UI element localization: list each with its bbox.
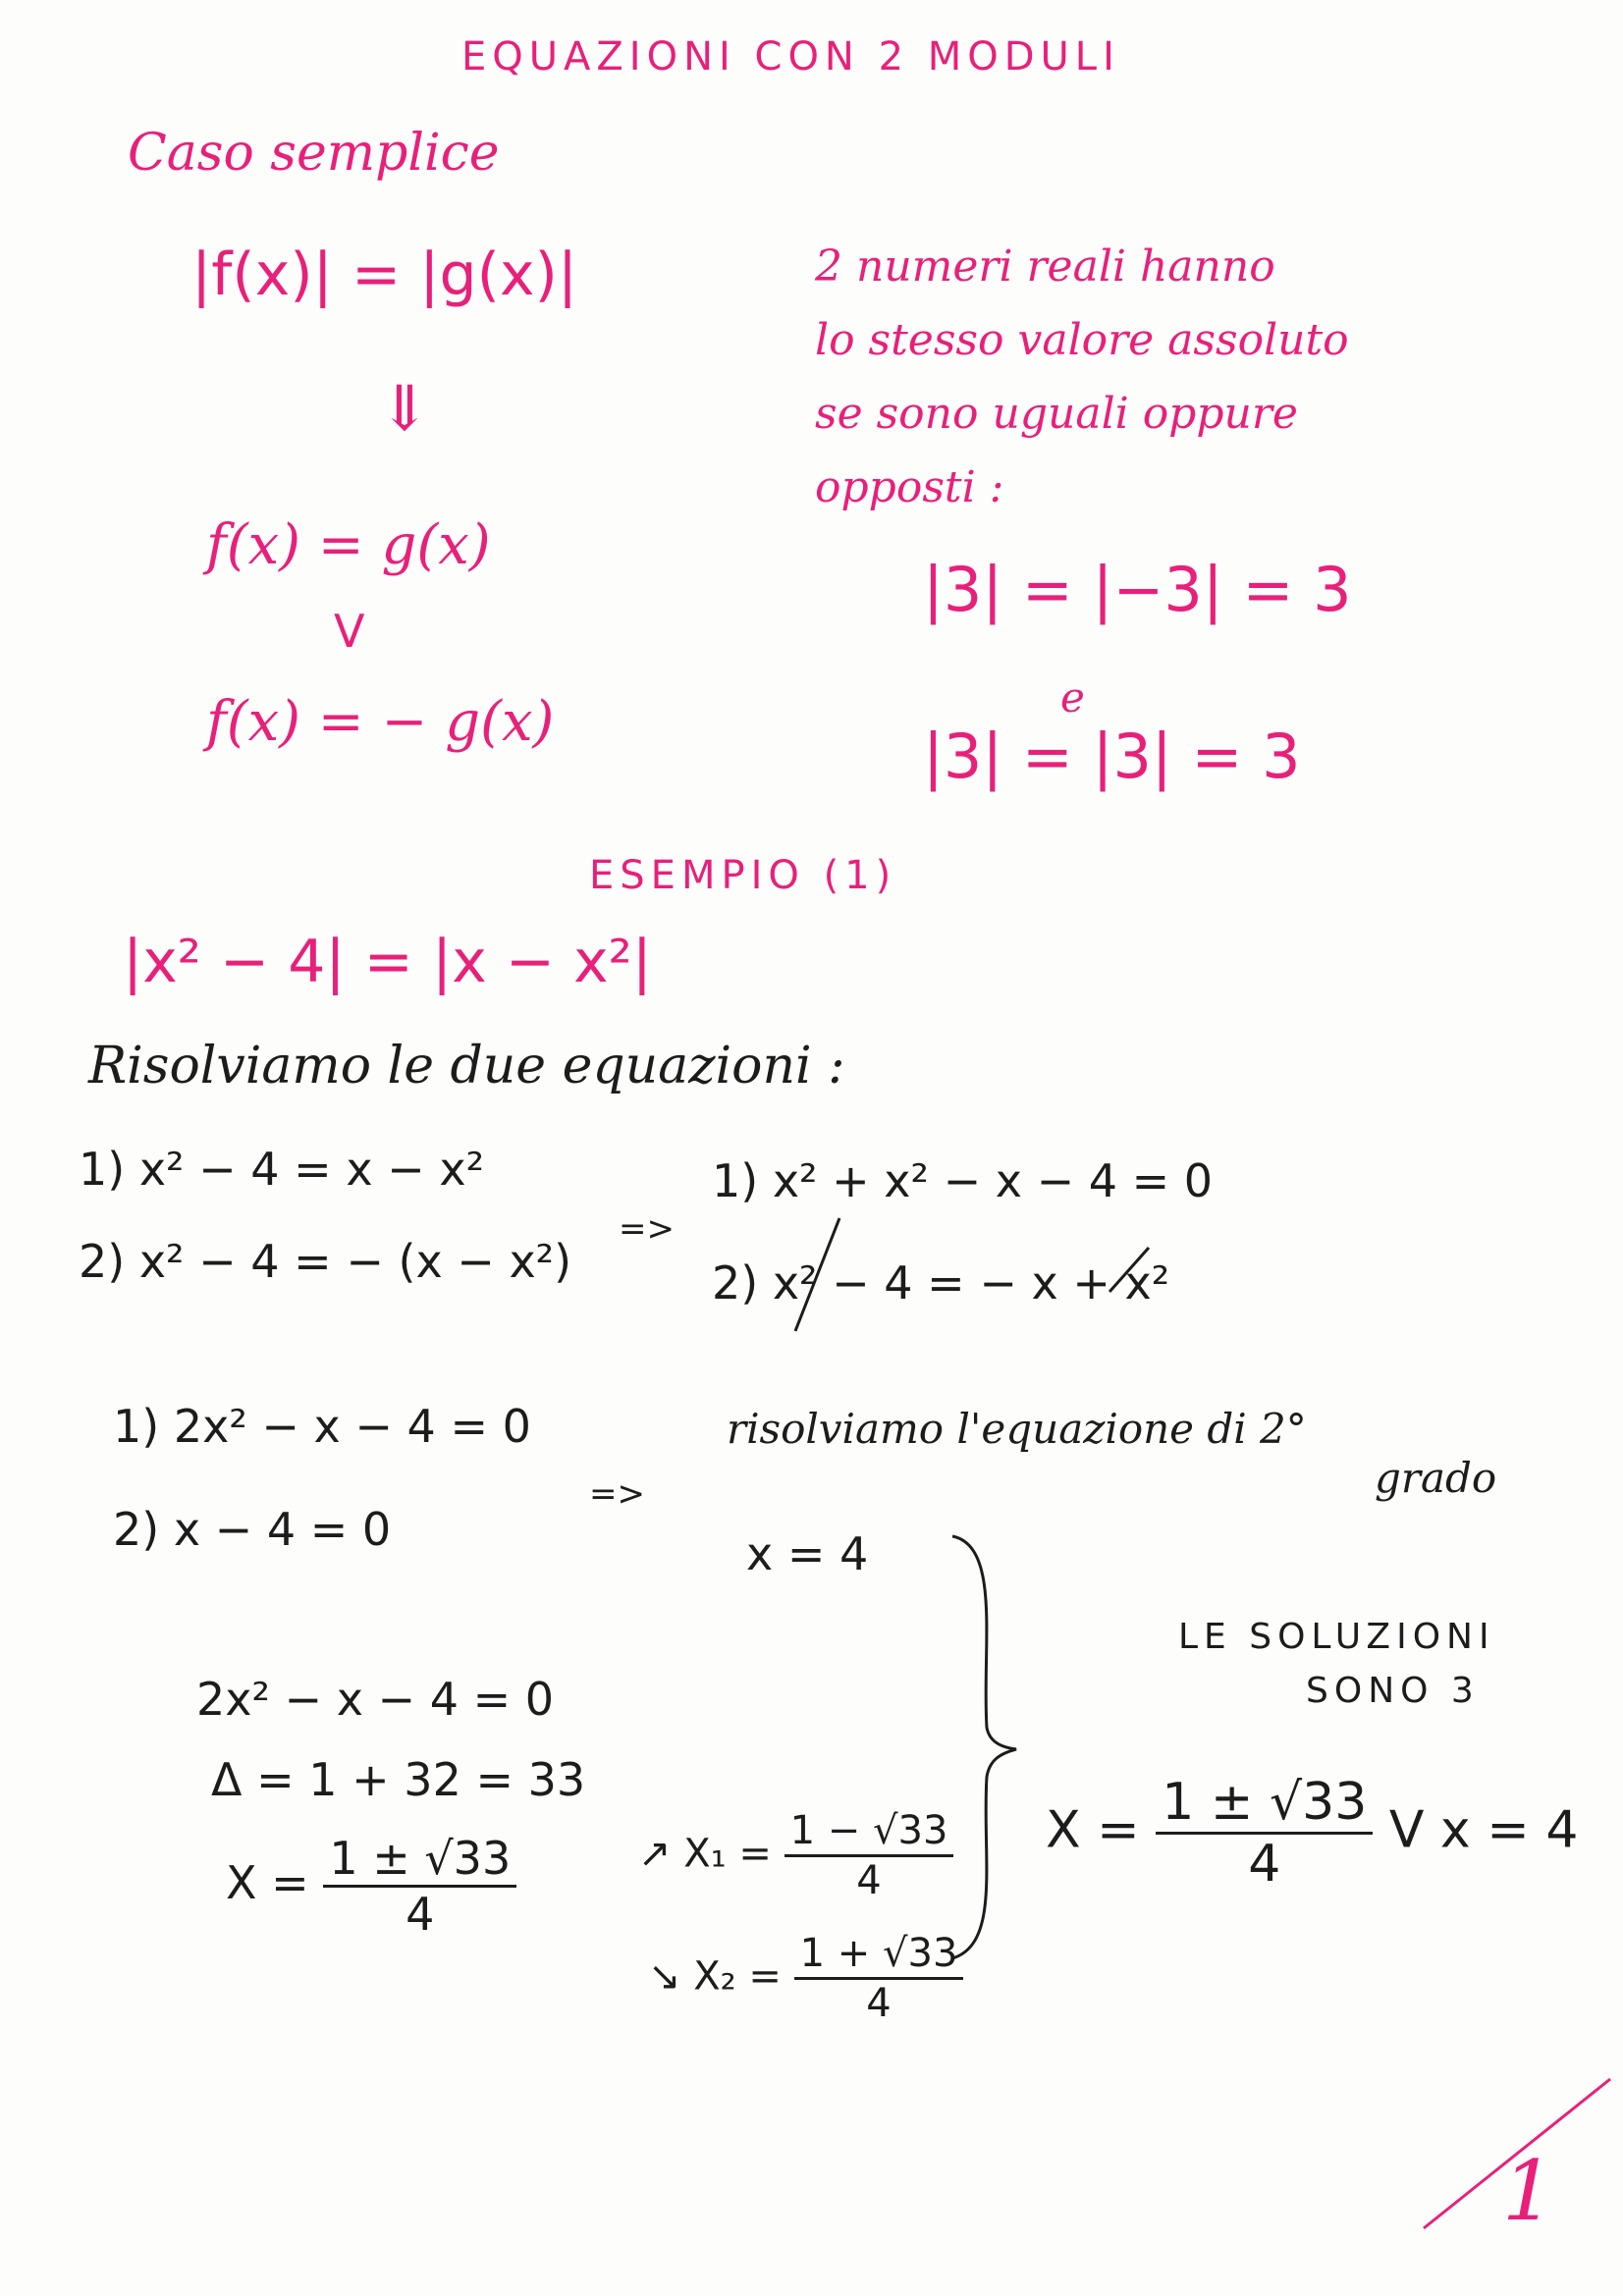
case-equal: f(x) = g(x)	[206, 513, 491, 577]
and-word: e	[1060, 673, 1085, 721]
explanation-line: lo stesso valore assoluto	[815, 315, 1349, 365]
solutions-count: SONO 3	[1306, 1671, 1480, 1711]
root-x2-denominator: 4	[866, 1981, 892, 2026]
solve-intro: Risolviamo le due equazioni :	[88, 1037, 845, 1095]
system-eq-1: 1) x² − 4 = x − x²	[79, 1143, 485, 1196]
root-x2-fraction	[794, 1931, 964, 2026]
final-numerator: 1 ± √33	[1156, 1777, 1373, 1835]
simplified-eq-1: 1) 2x² − x − 4 = 0	[113, 1400, 531, 1453]
right-brace	[943, 1531, 1041, 1963]
example-equation: |x² − 4| = |x − x²|	[123, 928, 652, 996]
solve-note-grado: grado	[1375, 1454, 1497, 1502]
explanation-line: opposti :	[815, 462, 1004, 512]
quadratic-formula	[226, 1832, 516, 1941]
root-x1-fraction	[784, 1808, 954, 1903]
example-equals: |3| = |3| = 3	[923, 721, 1301, 792]
example-opposites: |3| = |−3| = 3	[923, 554, 1352, 625]
or-symbol: V	[334, 605, 365, 658]
page-number: 1	[1502, 2143, 1555, 2239]
quadratic-equation: 2x² − x − 4 = 0	[196, 1673, 555, 1726]
root-x1	[638, 1808, 953, 1903]
system-eq-2: 2) x² − 4 = − (x − x²)	[79, 1235, 572, 1288]
root-x1-numerator: 1 − √33	[784, 1811, 954, 1857]
final-denominator: 4	[1248, 1835, 1281, 1894]
explanation-line: se sono uguali oppure	[815, 389, 1298, 439]
root-x1-denominator: 4	[856, 1858, 882, 1903]
root-x2-numerator: 1 + √33	[794, 1934, 964, 1980]
solutions-title: LE SOLUZIONI	[1178, 1617, 1495, 1657]
root-x2-label: ↘ X₂ =	[648, 1953, 782, 2000]
final-lhs: X =	[1046, 1800, 1140, 1860]
case-opposite: f(x) = − g(x)	[206, 690, 555, 754]
page-title: EQUAZIONI CON 2 MODULI	[461, 34, 1120, 80]
example-label: ESEMPIO (1)	[589, 853, 897, 898]
explanation-line: 2 numeri reali hanno	[815, 241, 1275, 292]
formula-numerator: 1 ± √33	[323, 1836, 516, 1888]
root-x2	[648, 1931, 963, 2026]
section-heading: Caso semplice	[128, 124, 500, 183]
final-fraction	[1156, 1773, 1373, 1894]
formula-denominator: 4	[406, 1888, 435, 1941]
simplified-eq-2: 2) x − 4 = 0	[113, 1503, 392, 1556]
absolute-equation: |f(x)| = |g(x)|	[191, 240, 578, 309]
implies-symbol: =>	[589, 1474, 645, 1514]
rearranged-eq-1: 1) x² + x² − x − 4 = 0	[712, 1154, 1214, 1207]
root-x1-label: ↗ X₁ =	[638, 1831, 772, 1877]
implies-symbol: =>	[619, 1209, 675, 1249]
solve-note: risolviamo l'equazione di 2°	[727, 1405, 1307, 1453]
rearranged-eq-2: 2) x² − 4 = − x + x²	[712, 1256, 1170, 1309]
formula-fraction	[323, 1832, 516, 1941]
implies-arrow: ⇓	[378, 373, 431, 446]
discriminant: Δ = 1 + 32 = 33	[211, 1753, 586, 1806]
formula-lhs: X =	[226, 1856, 309, 1909]
final-solutions	[1046, 1773, 1579, 1894]
final-rest: V x = 4	[1388, 1800, 1579, 1860]
linear-solution: x = 4	[746, 1527, 869, 1580]
cancel-strokes	[756, 1213, 1178, 1341]
